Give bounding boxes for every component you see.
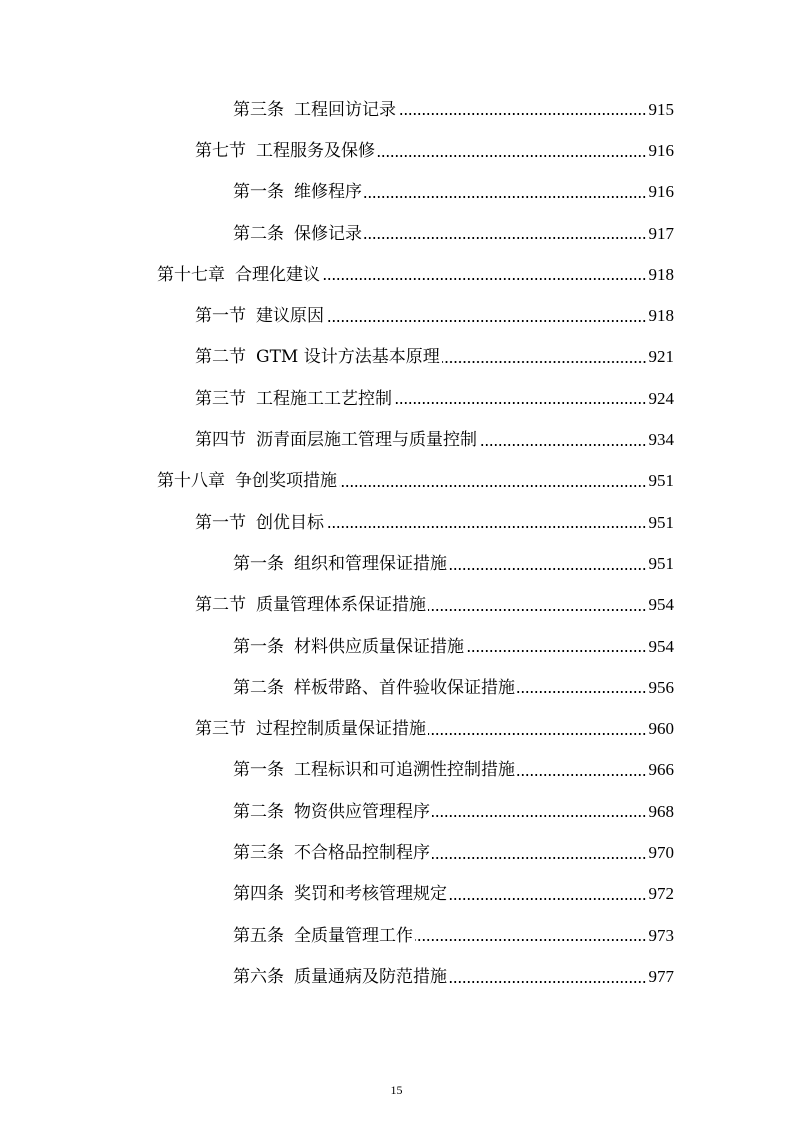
toc-entry-page: 918	[648, 264, 674, 284]
toc-entry-prefix: 第一条	[233, 553, 284, 574]
toc-entry-prefix: 第二条	[233, 801, 284, 822]
toc-entry-title: 不合格品控制程序	[294, 842, 430, 863]
toc-entry-title: 物资供应管理程序	[294, 801, 430, 822]
toc-dot-leader	[432, 853, 647, 863]
toc-entry-page: 915	[648, 99, 674, 119]
toc-entry-page: 951	[648, 512, 674, 532]
toc-entry[interactable]	[0, 213, 793, 254]
toc-entry-prefix: 第十八章	[157, 471, 225, 492]
toc-entry-title: 创优目标	[256, 512, 324, 533]
toc-entry-title: 材料供应质量保证措施	[294, 636, 464, 657]
toc-entry-page: 916	[648, 182, 674, 202]
toc-entry-prefix: 第一节	[195, 306, 246, 327]
toc-entry[interactable]	[0, 874, 793, 915]
toc-entry-page: 918	[648, 306, 674, 326]
toc-entry-title: 沥青面层施工管理与质量控制	[256, 430, 477, 451]
toc-entry[interactable]	[0, 378, 793, 419]
toc-entry-prefix: 第三节	[195, 388, 246, 409]
toc-dot-leader	[394, 398, 647, 408]
toc-entry-prefix: 第三条	[233, 842, 284, 863]
toc-entry-prefix: 第二条	[233, 223, 284, 244]
toc-dot-leader	[339, 481, 647, 491]
toc-entry-page: 968	[648, 801, 674, 821]
toc-dot-leader	[432, 811, 647, 821]
toc-entry-title: 工程施工工艺控制	[256, 388, 392, 409]
toc-entry-title: 工程服务及保修	[256, 140, 375, 161]
toc-entry[interactable]	[0, 956, 793, 997]
toc-entry-page: 917	[648, 223, 674, 243]
toc-entry[interactable]	[0, 130, 793, 171]
toc-entry-prefix: 第四条	[233, 884, 284, 905]
toc-entry-page: 951	[648, 471, 674, 491]
toc-dot-leader	[377, 151, 647, 161]
toc-entry-page: 956	[648, 677, 674, 697]
toc-dot-leader	[479, 440, 647, 450]
toc-entry-title: 合理化建议	[235, 264, 320, 285]
toc-entry-title: 建议原因	[256, 306, 324, 327]
toc-entry-page: 972	[648, 884, 674, 904]
toc-entry[interactable]	[0, 295, 793, 336]
toc-entry[interactable]	[0, 708, 793, 749]
toc-entry-page: 921	[648, 347, 674, 367]
toc-entry-page: 977	[648, 966, 674, 986]
toc-entry-page: 966	[648, 760, 674, 780]
toc-entry-prefix: 第一条	[233, 182, 284, 203]
toc-entry[interactable]	[0, 419, 793, 460]
toc-entry-page: 916	[648, 140, 674, 160]
toc-entry-title: GTM 设计方法基本原理	[256, 347, 440, 368]
toc-dot-leader	[322, 274, 647, 284]
toc-entry-prefix: 第二节	[195, 347, 246, 368]
toc-entry-page: 924	[648, 388, 674, 408]
toc-entry-title: 样板带路、首件验收保证措施	[294, 677, 515, 698]
toc-entry-title: 组织和管理保证措施	[294, 553, 447, 574]
toc-entry[interactable]	[0, 502, 793, 543]
toc-entry-prefix: 第四节	[195, 430, 246, 451]
toc-dot-leader	[466, 646, 647, 656]
toc-dot-leader	[326, 522, 647, 532]
toc-dot-leader	[326, 316, 647, 326]
toc-entry[interactable]	[0, 461, 793, 502]
toc-entry-page: 960	[648, 719, 674, 739]
toc-dot-leader	[517, 770, 647, 780]
toc-entry-title: 质量管理体系保证措施	[256, 595, 426, 616]
toc-entry[interactable]	[0, 750, 793, 791]
toc-entry[interactable]	[0, 543, 793, 584]
toc-entry-title: 保修记录	[294, 223, 362, 244]
toc-entry-prefix: 第二条	[233, 677, 284, 698]
toc-entry[interactable]	[0, 667, 793, 708]
toc-entry-title: 奖罚和考核管理规定	[294, 884, 447, 905]
toc-entry-title: 维修程序	[294, 182, 362, 203]
toc-entry-title: 质量通病及防范措施	[294, 966, 447, 987]
toc-entry[interactable]	[0, 915, 793, 956]
toc-entry-page: 934	[648, 430, 674, 450]
toc-entry-prefix: 第二节	[195, 595, 246, 616]
toc-entry-page: 954	[648, 636, 674, 656]
toc-entry-title: 工程回访记录	[294, 99, 396, 120]
toc-entry-prefix: 第三条	[233, 99, 284, 120]
table-of-contents	[0, 89, 793, 998]
toc-dot-leader	[517, 687, 647, 697]
toc-dot-leader	[449, 977, 647, 987]
toc-entry-title: 全质量管理工作	[294, 925, 413, 946]
toc-entry-page: 970	[648, 842, 674, 862]
toc-dot-leader	[442, 357, 647, 367]
toc-dot-leader	[428, 729, 647, 739]
toc-entry-page: 951	[648, 553, 674, 573]
toc-entry[interactable]	[0, 832, 793, 873]
toc-entry-prefix: 第一节	[195, 512, 246, 533]
toc-entry[interactable]	[0, 254, 793, 295]
toc-entry[interactable]	[0, 89, 793, 130]
toc-dot-leader	[449, 564, 647, 574]
toc-dot-leader	[415, 935, 647, 945]
toc-entry-prefix: 第十七章	[157, 264, 225, 285]
toc-entry[interactable]	[0, 791, 793, 832]
toc-entry[interactable]	[0, 626, 793, 667]
toc-dot-leader	[364, 192, 647, 202]
toc-entry-prefix: 第一条	[233, 636, 284, 657]
toc-entry-prefix: 第六条	[233, 966, 284, 987]
toc-entry-page: 973	[648, 925, 674, 945]
toc-entry-title: 工程标识和可追溯性控制措施	[294, 760, 515, 781]
toc-entry-prefix: 第五条	[233, 925, 284, 946]
toc-entry-prefix: 第一条	[233, 760, 284, 781]
toc-entry-prefix: 第七节	[195, 140, 246, 161]
toc-entry-page: 954	[648, 595, 674, 615]
toc-dot-leader	[428, 605, 647, 615]
toc-entry[interactable]	[0, 172, 793, 213]
page-number: 15	[390, 1083, 403, 1097]
toc-entry-prefix: 第三节	[195, 719, 246, 740]
toc-entry-title: 过程控制质量保证措施	[256, 719, 426, 740]
toc-dot-leader	[398, 109, 647, 119]
toc-entry[interactable]	[0, 337, 793, 378]
toc-dot-leader	[449, 894, 647, 904]
toc-entry[interactable]	[0, 585, 793, 626]
toc-dot-leader	[364, 233, 647, 243]
toc-entry-title: 争创奖项措施	[235, 471, 337, 492]
